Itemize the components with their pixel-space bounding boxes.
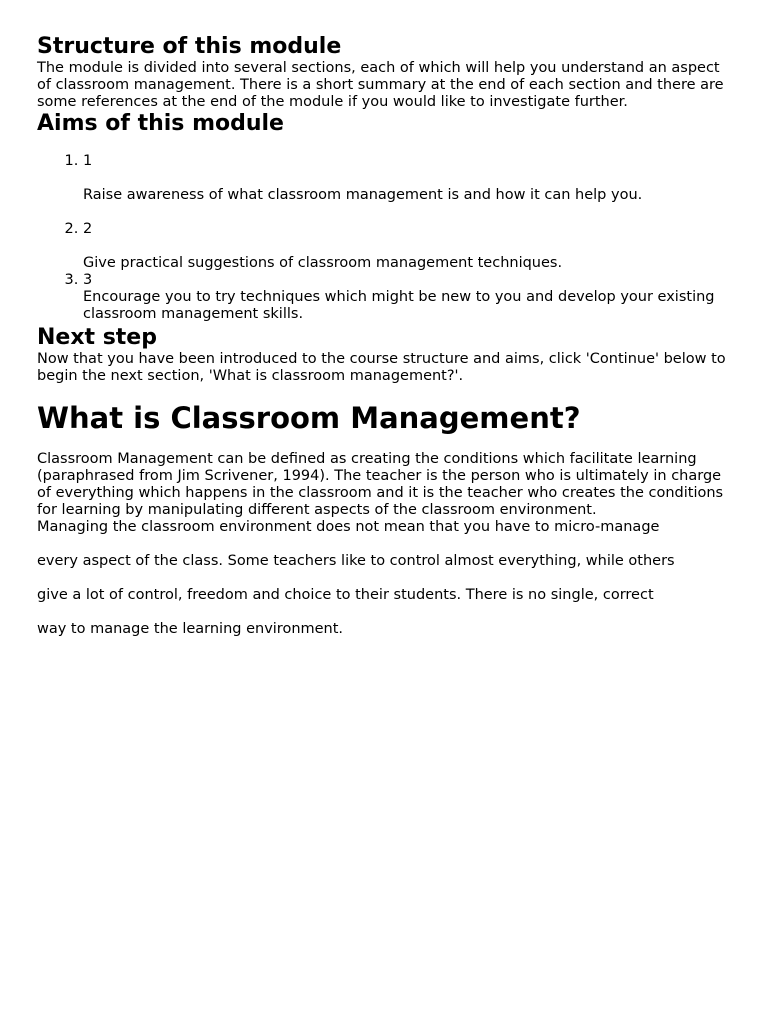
paragraph-line: way to manage the learning environment. <box>37 621 344 637</box>
aims-list-item <box>83 153 731 204</box>
aim-number: 3 <box>83 272 93 288</box>
aim-text: Give practical suggestions of classroom management techniques. <box>83 255 563 271</box>
aim-number: 1 <box>83 153 93 169</box>
next-step-heading: Next step <box>37 325 157 350</box>
aims-heading: Aims of this module <box>37 111 284 136</box>
aims-list-item <box>83 272 731 323</box>
aims-list <box>37 153 731 323</box>
page-title: What is Classroom Management? <box>37 401 581 435</box>
structure-heading: Structure of this module <box>37 34 342 59</box>
definition-paragraph: Classroom Management can be defined as creating the conditions which facilitate learning (paraphrased from Jim Scrivener, 1994). The teacher is the person who is ultimately in charge of everything which happens in the classroom and it is the teacher who creates the conditions for learning by manipulating different aspects of the classroom environment. <box>37 451 724 518</box>
aim-text: Encourage you to try techniques which might be new to you and develop your existing classroom management skills. <box>83 289 715 322</box>
aim-text: Raise awareness of what classroom management is and how it can help you. <box>83 187 643 203</box>
paragraph-line: give a lot of control, freedom and choice to their students. There is no single, correct <box>37 587 654 603</box>
paragraph-line: every aspect of the class. Some teachers like to control almost everything, while others <box>37 553 675 569</box>
structure-body: The module is divided into several sections, each of which will help you understand an aspect of classroom management. There is a short summary at the end of each section and there are some references at the end of the module if you would like to investigate further. <box>37 60 724 110</box>
aim-number: 2 <box>83 221 93 237</box>
managing-paragraph <box>37 519 731 638</box>
aims-list-item <box>83 221 731 272</box>
next-step-body: Now that you have been introduced to the course structure and aims, click 'Continue' below to begin the next section, 'What is classroom management?'. <box>37 351 726 384</box>
paragraph-line: Managing the classroom environment does not mean that you have to micro-manage <box>37 519 660 535</box>
